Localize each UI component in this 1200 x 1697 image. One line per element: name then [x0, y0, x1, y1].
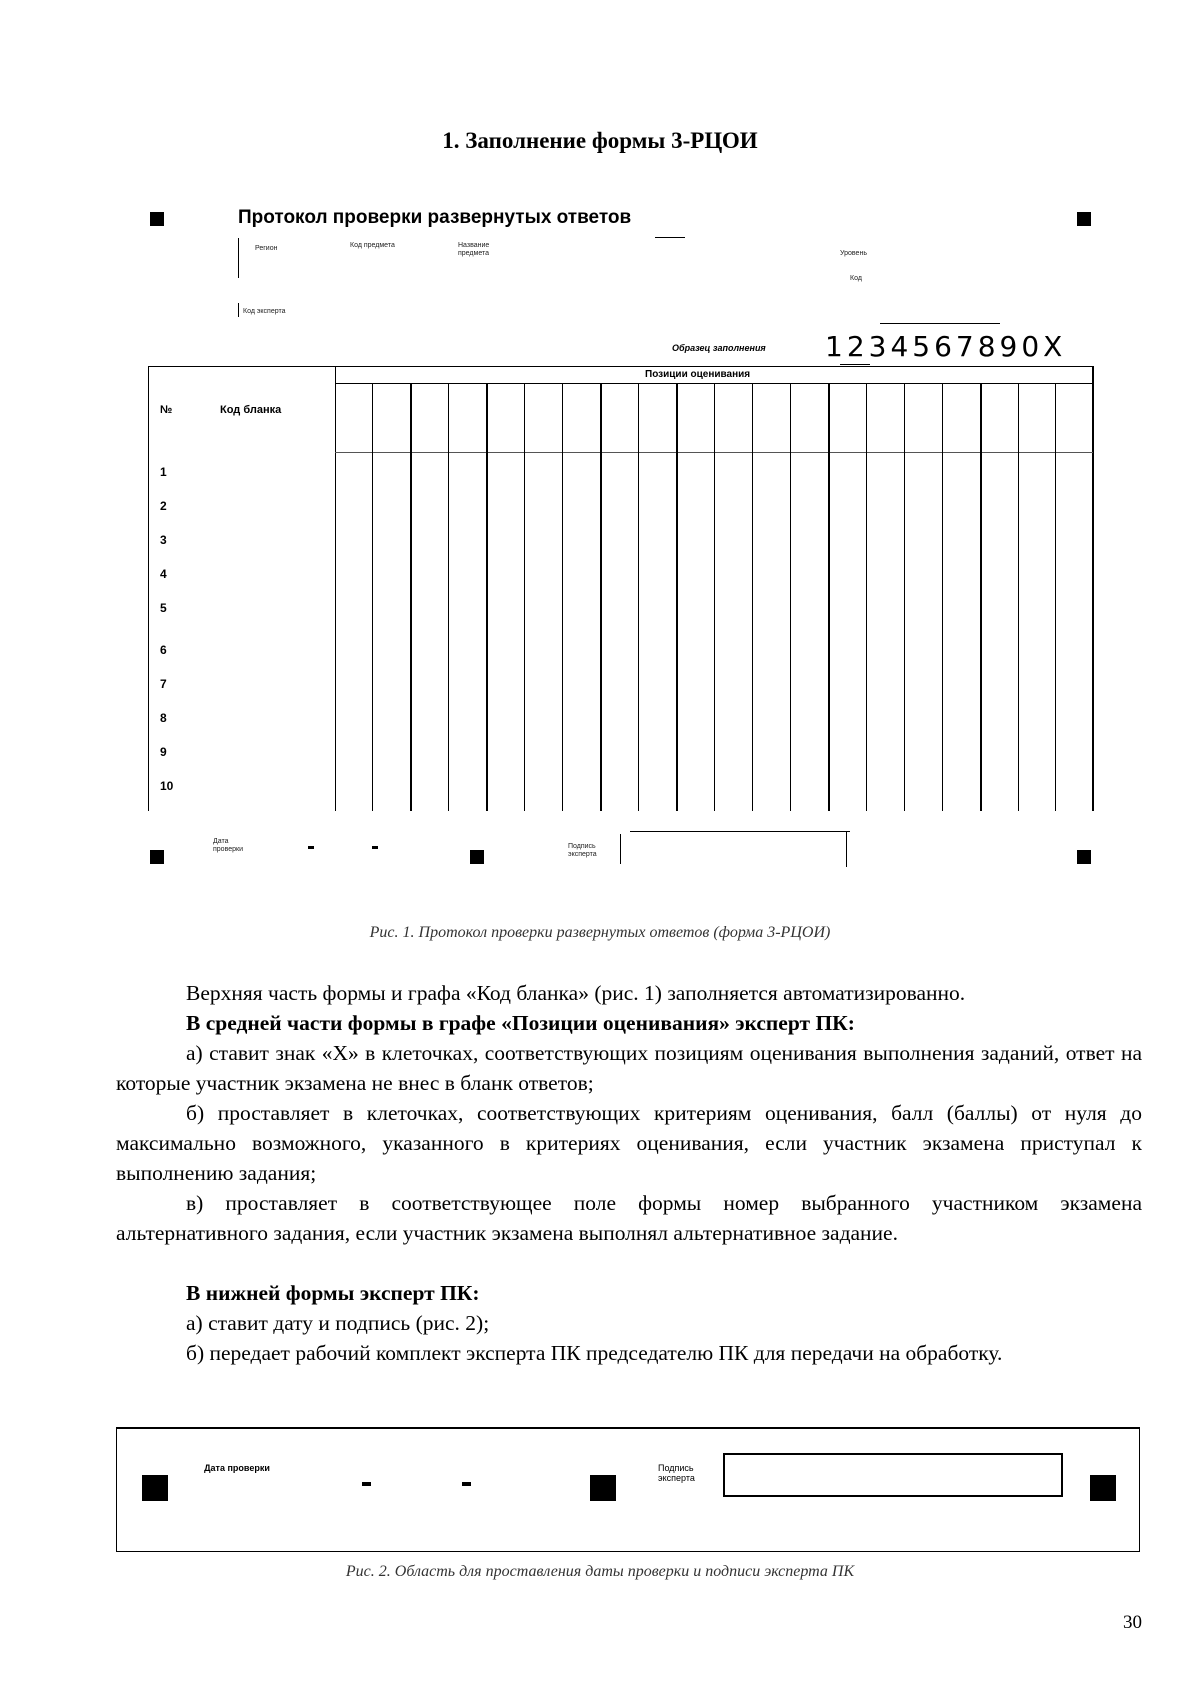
row-number: 6 [160, 643, 167, 657]
date-label: Дата проверки [204, 1463, 270, 1473]
signature-box[interactable] [723, 1453, 1063, 1497]
paragraph: а) ставит дату и подпись (рис. 2); [186, 1311, 490, 1335]
figure-2-caption: Рис. 2. Область для проставления даты проверки и подписи эксперта ПК [345, 1563, 855, 1580]
row-number: 10 [160, 779, 174, 793]
page-number: 30 [1123, 1612, 1142, 1633]
paragraph: Верхняя часть формы и графа «Код бланка» (рис. 1) заполняется автоматизированно. [186, 981, 966, 1005]
sign-label: Подпись эксперта [568, 843, 597, 858]
row-number: 4 [160, 567, 167, 581]
positions-label: Позиции оценивания [645, 369, 751, 380]
paragraph-heading: В средней части формы в графе «Позиции оценивания» эксперт ПК: [186, 1011, 855, 1035]
col-code-label: Код бланка [220, 404, 282, 416]
corner-marker [150, 850, 164, 864]
sign-label: Подпись эксперта [658, 1463, 695, 1483]
figure-1-caption: Рис. 1. Протокол проверки развернутых ответов (форма 3-РЦОИ) [369, 924, 831, 941]
header-label: Код [850, 275, 862, 282]
row-number: 3 [160, 533, 167, 547]
corner-marker [1090, 1475, 1116, 1501]
row-number: 9 [160, 745, 167, 759]
paragraph: б) передает рабочий комплект эксперта ПК председателю ПК для передачи на обработку. [186, 1341, 1003, 1365]
row-number: 2 [160, 499, 167, 513]
expert-label: Код эксперта [243, 308, 286, 315]
corner-marker [142, 1475, 168, 1501]
row-number: 7 [160, 677, 167, 691]
paragraph-heading: В нижней формы эксперт ПК: [186, 1281, 480, 1305]
header-label: Название предмета [458, 242, 490, 257]
paragraph: а) ставит знак «X» в клеточках, соответствующих позициям оценивания выполнения заданий, ответ на которые участник экзамена не внес в бланк ответов; [116, 1041, 1142, 1095]
date-label: Дата проверки [213, 838, 243, 853]
sample-glyphs: 1234567890X [825, 330, 1067, 363]
corner-marker [150, 212, 164, 226]
row-number: 5 [160, 601, 167, 615]
header-label: Регион [255, 245, 278, 252]
paragraph: в) проставляет в соответствующее поле формы номер выбранного участником экзамена альтернативного задания, если участник экзамена выполнял альтернативное задание. [116, 1191, 1142, 1245]
sample-label: Образец заполнения [672, 343, 766, 353]
header-label: Код предмета [350, 242, 395, 249]
paragraph: б) проставляет в клеточках, соответствующих критериям оценивания, балл (баллы) от нуля до максимально возможного, указанного в критериях оценивания, если участник экзамена приступал к выполнению задания; [116, 1101, 1142, 1185]
corner-marker [470, 850, 484, 864]
form-title: Протокол проверки развернутых ответов [238, 207, 632, 228]
header-label: Уровень [840, 250, 867, 257]
row-number: 8 [160, 711, 167, 725]
corner-marker [1077, 212, 1091, 226]
corner-marker [1077, 850, 1091, 864]
section-heading: 1. Заполнение формы 3-РЦОИ [442, 128, 758, 153]
row-number: 1 [160, 465, 167, 479]
corner-marker [590, 1475, 616, 1501]
col-num-label: № [160, 404, 173, 416]
